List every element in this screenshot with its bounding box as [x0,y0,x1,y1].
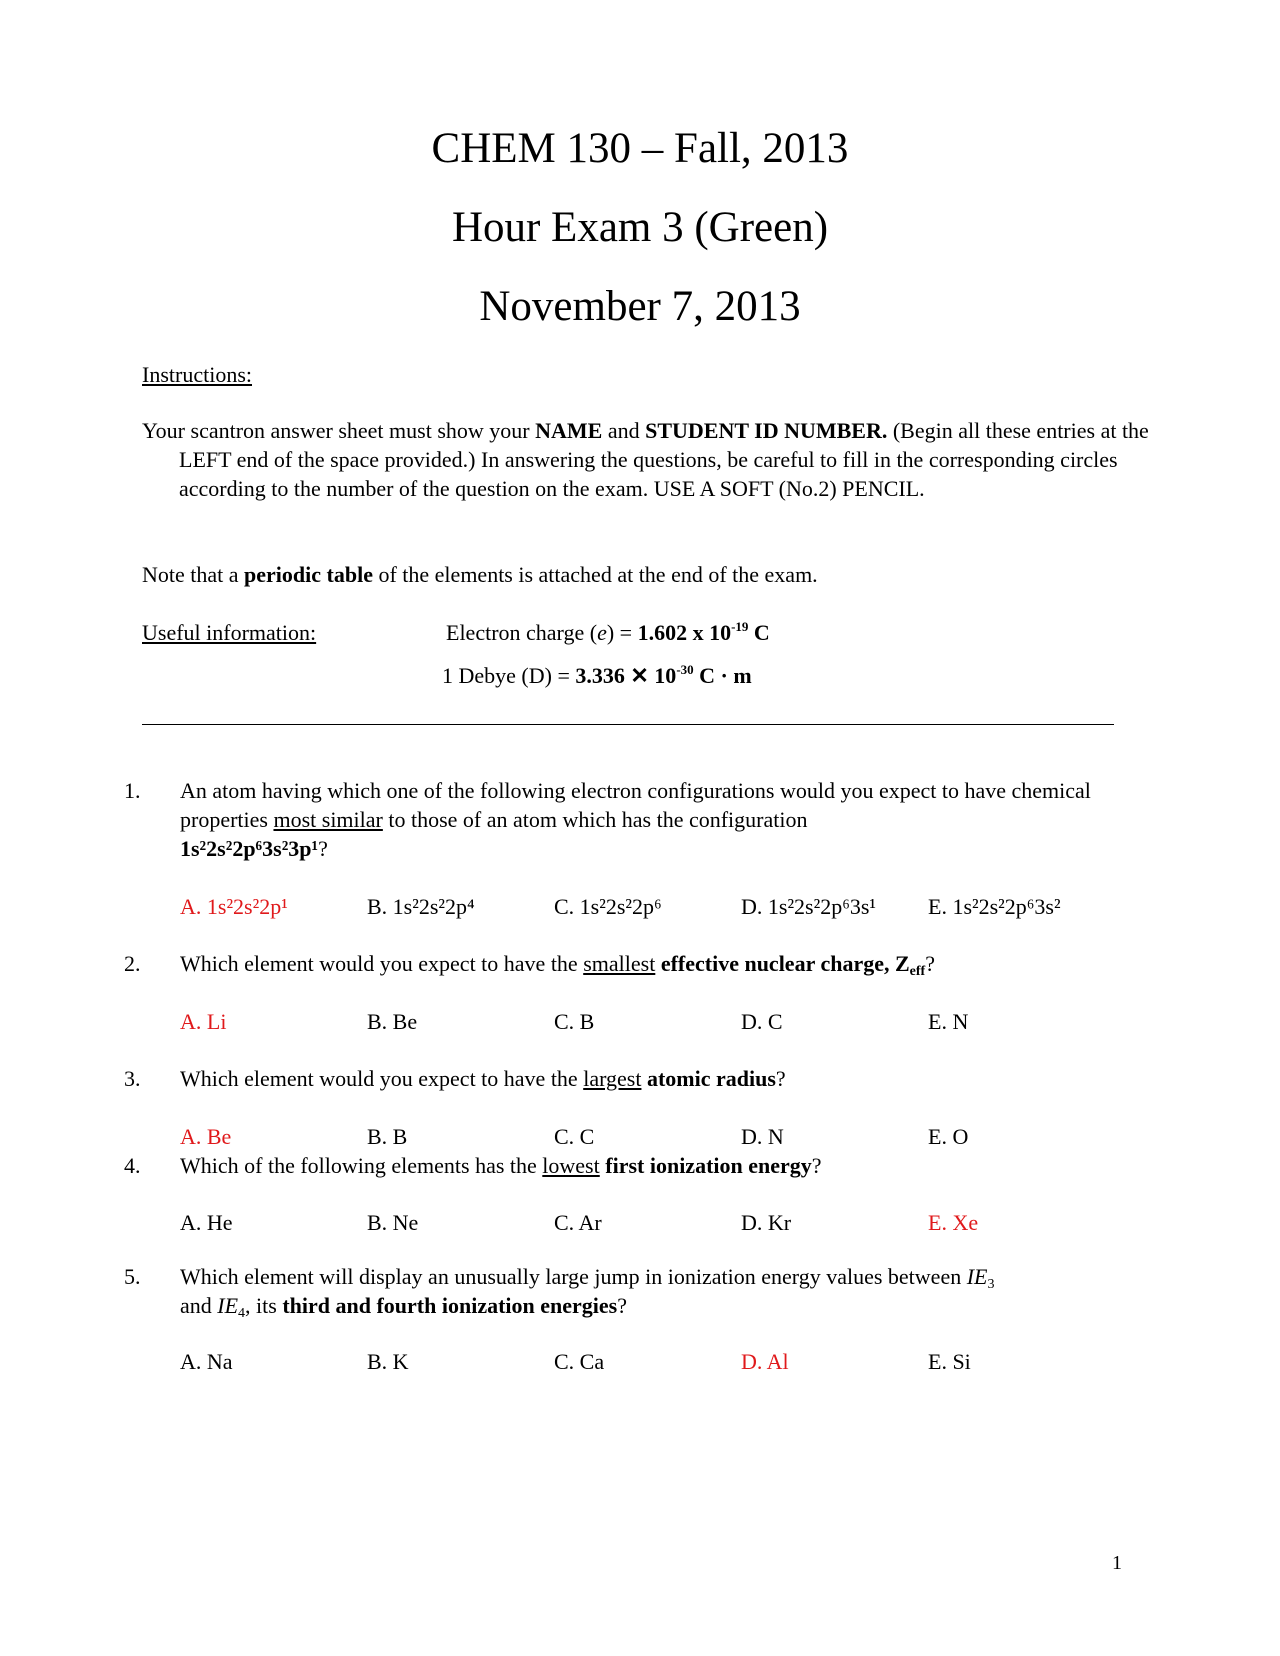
q2-option-d: D. C [741,1009,783,1034]
divider-line [142,724,1114,725]
useful-info-heading: Useful information: [142,620,317,645]
q4-option-a: A. He [180,1210,233,1235]
instructions-paragraph: Your scantron answer sheet must show your NAME and STUDENT ID NUMBER. (Begin all these entries at the LEFT end of the space provided.) In answering the questions, be careful to fill in the corresponding circles according to the number of the question on the exam. USE A SOFT (No.2) PENCIL. [142,418,1149,501]
q1-number: 1. [124,778,141,803]
q4-option-e: E. Xe [928,1210,979,1235]
q5-number: 5. [124,1264,141,1289]
q1-option-d: D. 1s²2s²2p⁶3s¹ [741,894,877,919]
q3-option-e: E. O [928,1124,969,1149]
q1-option-a: A. 1s²2s²2p¹ [180,894,288,919]
q4-text: Which of the following elements has the lowest first ionization energy? [180,1153,822,1178]
q3-number: 3. [124,1066,141,1091]
page-number: 1 [1112,1552,1122,1574]
q2-option-a: A. Li [180,1009,227,1034]
periodic-table-note: Note that a periodic table of the elements is attached at the end of the exam. [142,562,818,587]
q2-option-b: B. Be [367,1009,418,1034]
exam-subtitle: Hour Exam 3 (Green) [451,204,829,251]
q1-text: An atom having which one of the following electron configurations would you expect to have chemical properties most similar to those of an atom which has the configuration 1s²2s²2p⁶3s²3p¹? [180,778,1091,861]
q3-option-a: A. Be [180,1124,232,1149]
q2-option-c: C. B [554,1009,595,1034]
q3-option-d: D. N [741,1124,784,1149]
q1-option-e: E. 1s²2s²2p⁶3s² [928,894,1061,919]
q4-option-b: B. Ne [367,1210,419,1235]
q5-option-a: A. Na [180,1349,233,1374]
q2-option-e: E. N [928,1009,969,1034]
q3-option-c: C. C [554,1124,595,1149]
q1-config: 1s²2s²2p⁶3s²3p¹ [180,836,319,861]
q5-text: Which element will display an unusually large jump in ionization energy values between $IE_3$ and $IE_4$, its third and fourth ionization energies? [180,1264,995,1321]
q3-option-b: B. B [367,1124,408,1149]
q4-option-d: D. Kr [741,1210,792,1235]
electron-charge-line: Electron charge (e) = 1.602 x $10^{-19}$ C [446,619,770,645]
debye-line: 1 Debye (D) = 3.336 ✕ $10^{-30}$ C · m [442,662,752,688]
q2-number: 2. [124,951,141,976]
exam-date: November 7, 2013 [479,283,801,330]
q5-option-e: E. Si [928,1349,971,1374]
q5-option-b: B. K [367,1349,409,1374]
q1-option-c: C. 1s²2s²2p⁶ [554,894,662,919]
q3-text: Which element would you expect to have the largest atomic radius? [180,1066,786,1091]
exam-title: CHEM 130 – Fall, 2013 [431,125,849,172]
instructions-heading: Instructions: [142,362,252,387]
q2-text: Which element would you expect to have the smallest effective nuclear charge, $Z_{eff}$? [180,951,935,979]
q5-option-d: D. Al [741,1349,789,1374]
q4-option-c: C. Ar [554,1210,602,1235]
q4-number: 4. [124,1153,141,1178]
q5-option-c: C. Ca [554,1349,605,1374]
q1-option-b: B. 1s²2s²2p⁴ [367,894,475,919]
